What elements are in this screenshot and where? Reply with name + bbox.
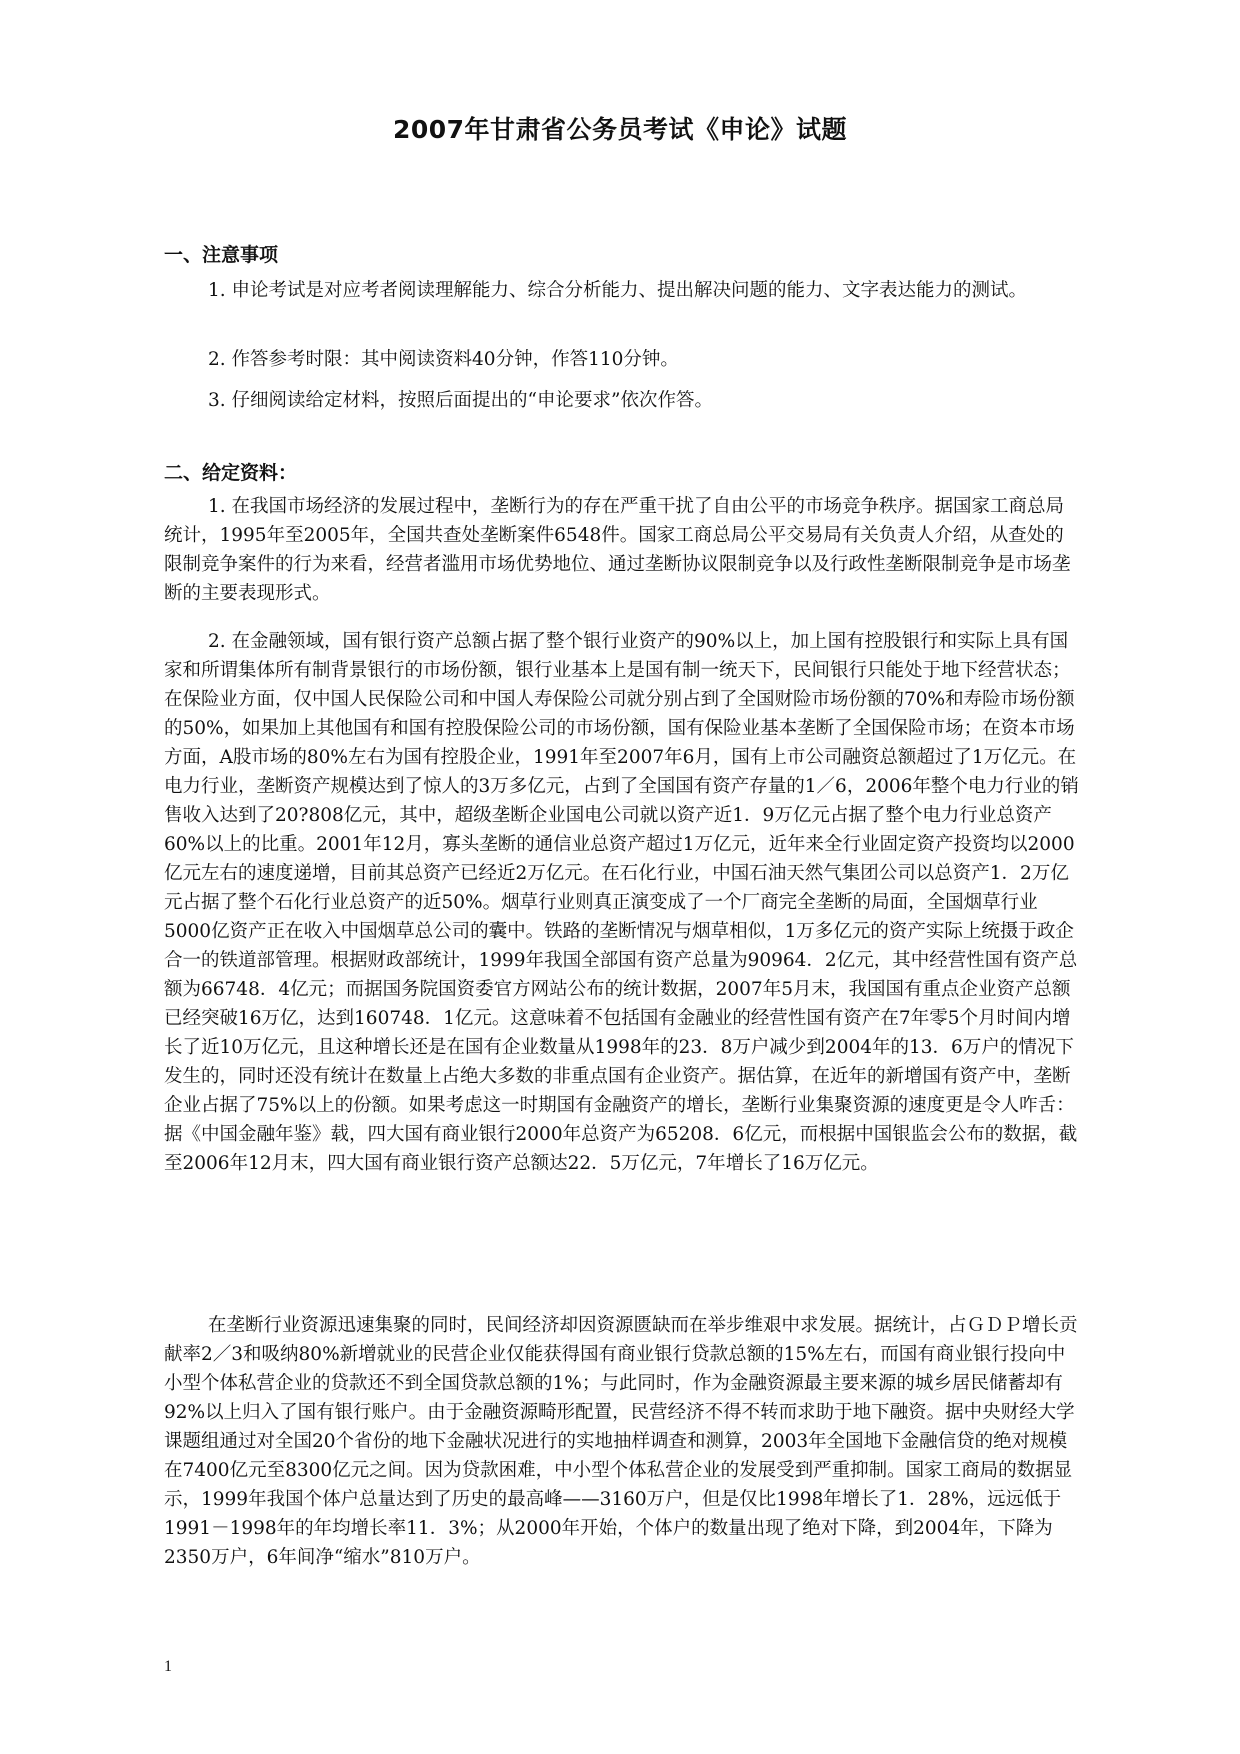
- note-item-3: 3. 仔细阅读给定材料，按照后面提出的“申论要求”依次作答。: [208, 390, 713, 411]
- note-item-2: 2. 作答参考时限：其中阅读资料40分钟，作答110分钟。: [208, 349, 679, 370]
- section-heading-materials: 二、给定资料：: [164, 462, 298, 484]
- document-title: 2007年甘肃省公务员考试《申论》试题: [392, 115, 848, 144]
- page-number: 1: [164, 1658, 172, 1675]
- material-paragraph-1: 1. 在我国市场经济的发展过程中，垄断行为的存在严重干扰了自由公平的市场竞争秩序。据国家工商总局统计，1995年至2005年，全国共查处垄断案件6548件。国家工商总局公平交易局有关负责人介绍，从查处的限制竞争案件的行为来看，经营者滥用市场优势地位、通过垄断协议限制竞争以及行政性垄断限制竞争是市场垄断的主要表现形式。: [164, 496, 1071, 604]
- section-heading-notes: 一、注意事项: [164, 244, 279, 266]
- material-paragraph-3: 在垄断行业资源迅速集聚的同时，民间经济却因资源匮缺而在举步维艰中求发展。据统计，占ＧＤＰ增长贡献率2／3和吸纳80%新增就业的民营企业仅能获得国有商业银行贷款总额的15%左右，而国有商业银行投向中小型个体私营企业的贷款还不到全国贷款总额的1%；与此同时，作为金融资源最主要来源的城乡居民储蓄却有92%以上归入了国有银行账户。由于金融资源畸形配置，民营经济不得不转而求助于地下融资。据中央财经大学课题组通过对全国20个省份的地下金融状况进行的实地抽样调查和测算，2003年全国地下金融信贷的绝对规模在7400亿元至8300亿元之间。因为贷款困难，中小型个体私营企业的发展受到严重抑制。国家工商局的数据显示，1999年我国个体户总量达到了历史的最高峰——3160万户，但是仅比1998年增长了1．28%，远远低于1991－1998年的年均增长率11．3%；从2000年开始，个体户的数量出现了绝对下降，到2004年，下降为2350万户，6年间净“缩水”810万户。: [164, 1315, 1078, 1568]
- material-paragraph-2: 2. 在金融领域，国有银行资产总额占据了整个银行业资产的90%以上，加上国有控股银行和实际上具有国家和所谓集体所有制背景银行的市场份额，银行业基本上是国有制一统天下，民间银行只能处于地下经营状态；在保险业方面，仅中国人民保险公司和中国人寿保险公司就分别占到了全国财险市场份额的70%和寿险市场份额的50%，如果加上其他国有和国有控股保险公司的市场份额，国有保险业基本垄断了全国保险市场；在资本市场方面，A股市场的80%左右为国有控股企业，1991年至2007年6月，国有上市公司融资总额超过了1万亿元。在电力行业，垄断资产规模达到了惊人的3万多亿元，占到了全国国有资产存量的1／6，2006年整个电力行业的销售收入达到了20?808亿元，其中，超级垄断企业国电公司就以资产近1．9万亿元占据了整个电力行业总资产60%以上的比重。2001年12月，寡头垄断的通信业总资产超过1万亿元，近年来全行业固定资产投资均以2000亿元左右的速度递增，目前其总资产已经近2万亿元。在石化行业，中国石油天然气集团公司以总资产1．2万亿元占据了整个石化行业总资产的近50%。烟草行业则真正演变成了一个厂商完全垄断的局面，全国烟草行业5000亿资产正在收入中国烟草总公司的囊中。铁路的垄断情况与烟草相似，1万多亿元的资产实际上统摄于政企合一的铁道部管理。根据财政部统计，1999年我国全部国有资产总量为90964．2亿元，其中经营性国有资产总额为66748．4亿元；而据国务院国资委官方网站公布的统计数据，2007年5月末，我国国有重点企业资产总额已经突破16万亿，达到160748．1亿元。这意味着不包括国有金融业的经营性国有资产在7年零5个月时间内增长了近10万亿元，且这种增长还是在国有企业数量从1998年的23．8万户减少到2004年的13．6万户的情况下发生的，同时还没有统计在数量上占绝大多数的非重点国有企业资产。据估算，在近年的新增国有资产中，垄断企业占据了75%以上的份额。如果考虑这一时期国有金融资产的增长，垄断行业集聚资源的速度更是令人咋舌：据《中国金融年鉴》载，四大国有商业银行2000年总资产为65208．6亿元，而根据中国银监会公布的数据，截至2006年12月末，四大国有商业银行资产总额达22．5万亿元，7年增长了16万亿元。: [164, 631, 1079, 1174]
- note-item-1: 1. 申论考试是对应考者阅读理解能力、综合分析能力、提出解决问题的能力、文字表达能力的测试。: [208, 280, 1028, 301]
